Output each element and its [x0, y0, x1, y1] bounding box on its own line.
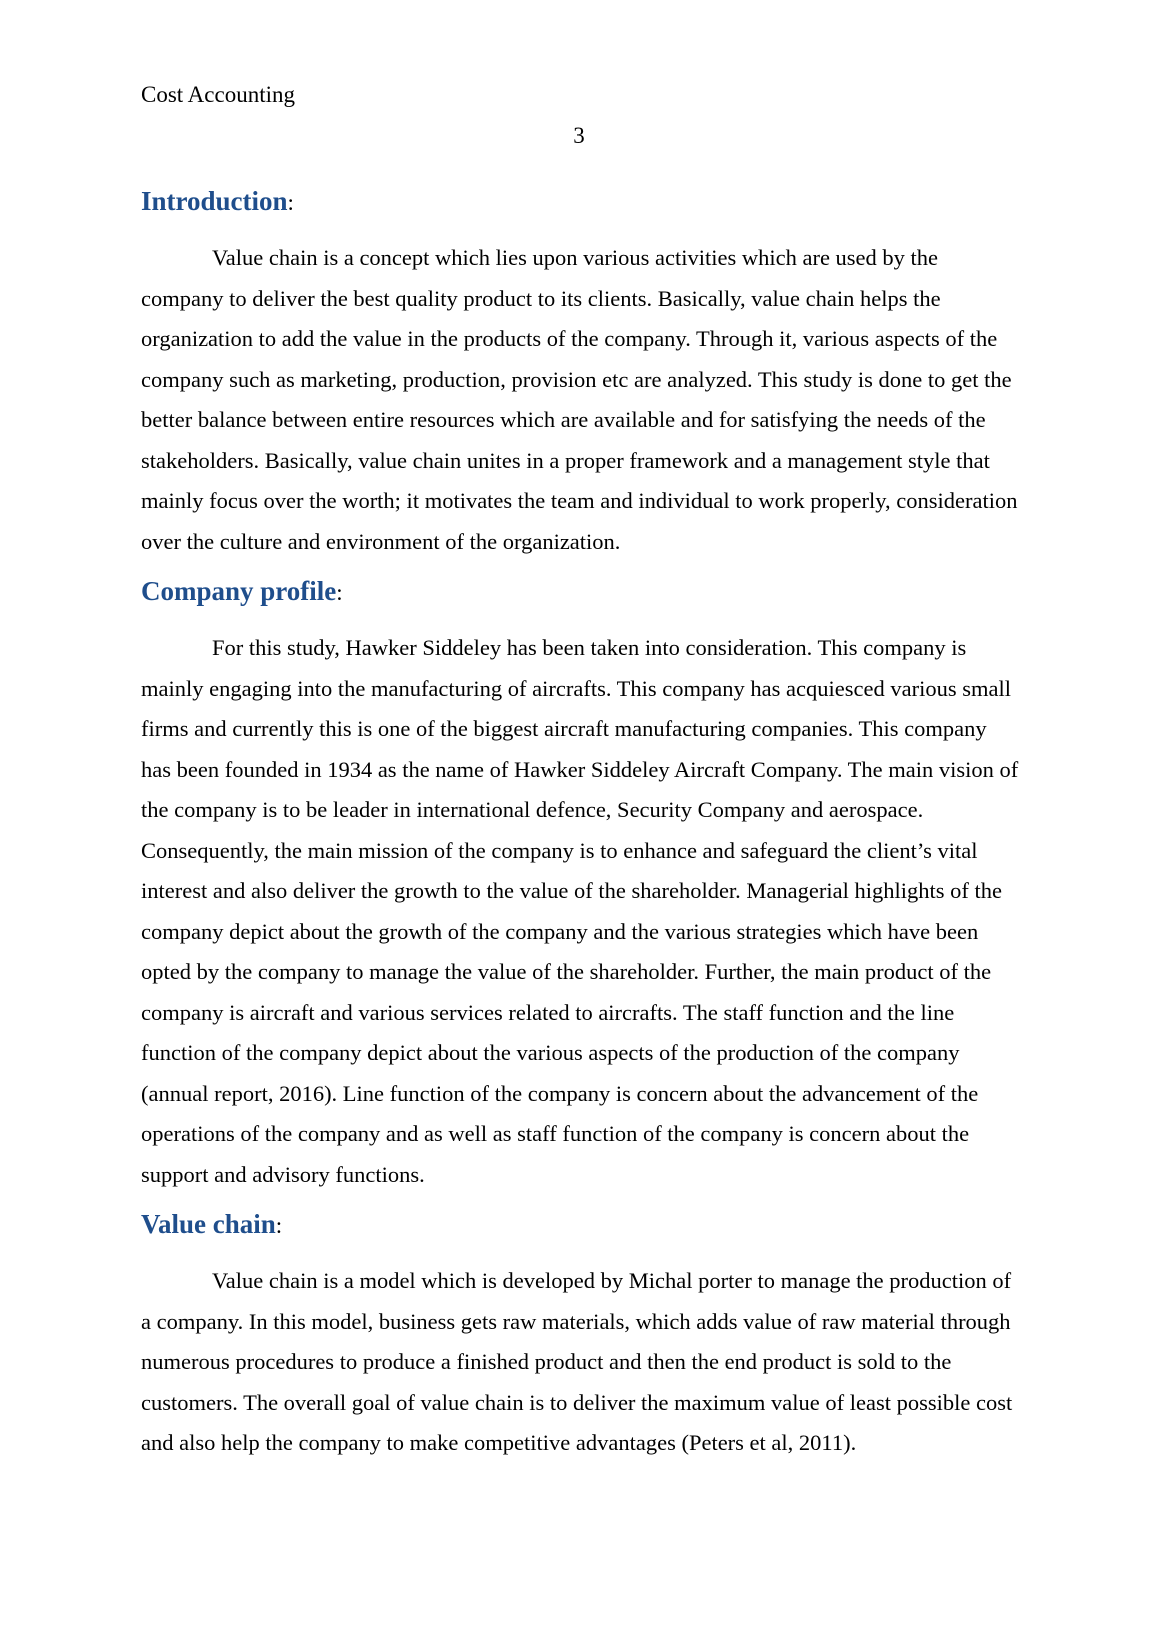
section-heading	[141, 183, 1021, 221]
section-paragraph: For this study, Hawker Siddeley has been taken into consideration. This company is mainly engaging into the manufacturing of aircrafts. This company has acquiesced various small firms and currently this is one of the biggest aircraft manufacturing companies. This company has been founded in 1934 as the name of Hawker Siddeley Aircraft Company. The main vision of the company is to be leader in international defence, Security Company and aerospace. Consequently, the main mission of the company is to enhance and safeguard the client’s vital interest and also deliver the growth to the value of the shareholder. Managerial highlights of the company depict about the growth of the company and the various strategies which have been opted by the company to manage the value of the shareholder. Further, the main product of the company is aircraft and various services related to aircrafts. The staff function and the line function of the company depict about the various aspects of the production of the company (annual report, 2016). Line function of the company is concern about the advancement of the operations of the company and as well as staff function of the company is concern about the support and advisory functions.	[141, 635, 1019, 1187]
heading-colon: :	[336, 580, 343, 605]
heading-colon: :	[275, 1213, 283, 1238]
section-paragraph: Value chain is a model which is developed by Michal porter to manage the production of a company. In this model, business gets raw materials, which adds value of raw material through numerous procedures to produce a finished product and then the end product is sold to the customers. The overall goal of value chain is to deliver the maximum value of least possible cost and also help the company to make competitive advantages (Peters et al, 2011).	[141, 1268, 1013, 1455]
page-number: 3	[573, 123, 585, 148]
section-paragraph: Value chain is a concept which lies upon various activities which are used by the company to deliver the best quality product to its clients. Basically, value chain helps the organization to add the value in the products of the company. Through it, various aspects of the company such as marketing, production, provision etc are analyzed. This study is done to get the better balance between entire resources which are available and for satisfying the needs of the stakeholders. Basically, value chain unites in a proper framework and a management style that mainly focus over the worth; it motivates the team and individual to work properly, consideration over the culture and environment of the organization.	[141, 245, 1018, 554]
section-introduction	[141, 183, 1021, 562]
section-company-profile	[141, 573, 1021, 1195]
heading-colon: :	[287, 190, 294, 215]
section-heading	[141, 1206, 1021, 1244]
section-heading-text: Company profile	[141, 576, 337, 606]
running-header: Cost Accounting	[141, 82, 295, 107]
section-heading-text: Introduction	[141, 186, 288, 216]
document-body	[141, 183, 1021, 1464]
section-heading	[141, 573, 1021, 611]
section-value-chain	[141, 1206, 1021, 1464]
section-heading-text: Value chain	[141, 1209, 276, 1239]
